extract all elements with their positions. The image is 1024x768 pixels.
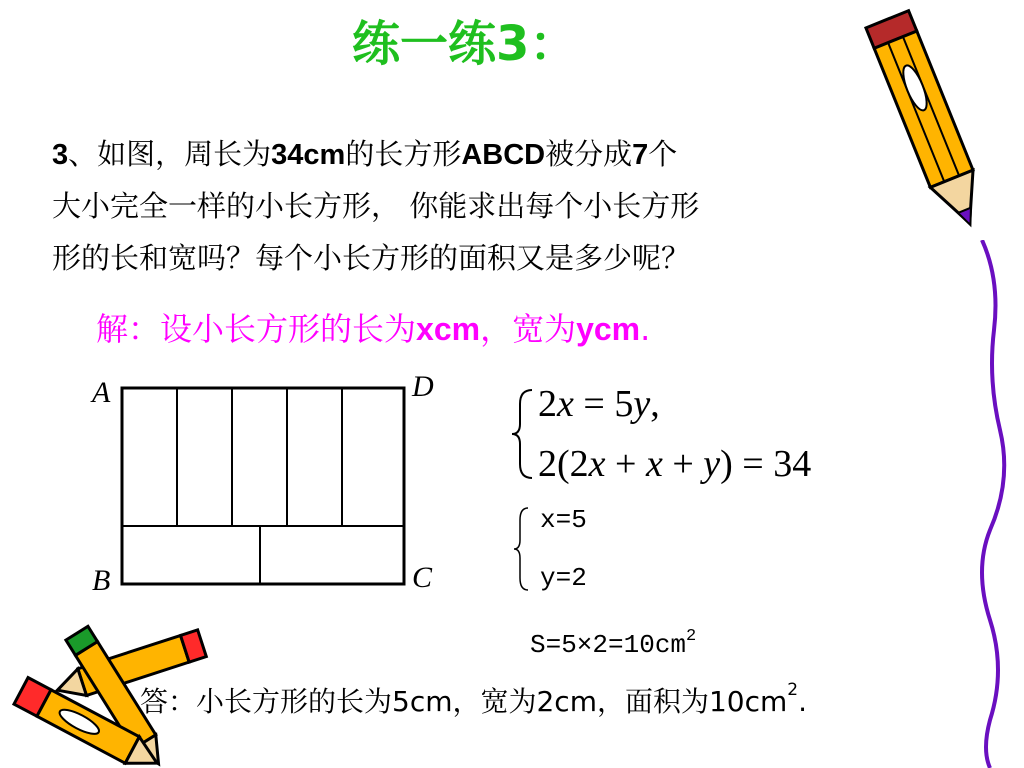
vertex-label-a: A <box>92 376 111 409</box>
area-calculation: $S=5\times 2=10cm^2$ <box>530 627 697 660</box>
solution-setup: 解：设小长方形的长为xcm，宽为ycm. <box>96 310 651 348</box>
equation-1: 2x = 5y, <box>538 383 660 425</box>
result-brace <box>512 506 532 592</box>
vertex-label-b: B <box>92 564 111 597</box>
answer-text: 答：小长方形的长为5cm，宽为2cm，面积为$10cm^2$. <box>140 680 808 718</box>
system-brace <box>510 388 536 480</box>
slide-title: 练一练3： <box>352 16 578 72</box>
vertex-label-d: D <box>412 370 434 403</box>
pencil-icon <box>862 4 1002 240</box>
problem-line-1: 3、如图，周长为34cm的长方形ABCD被分成7个 <box>52 137 678 171</box>
rectangle-figure <box>110 380 410 590</box>
problem-line-3: 形的长和宽吗？每个小长方形的面积又是多少呢？ <box>52 241 691 275</box>
vertex-label-c: C <box>412 561 433 594</box>
outer-rectangle <box>122 388 404 584</box>
result-y: y=2 <box>540 563 587 593</box>
problem-line-2: 大小完全一样的小长方形， 你能求出每个小长方形 <box>52 189 700 223</box>
pencils-group-icon <box>0 618 210 768</box>
decorative-squiggle-icon <box>960 240 1020 768</box>
equation-2: 2(2x + x + y) = 34 <box>538 443 812 485</box>
result-x: x=5 <box>540 505 587 535</box>
